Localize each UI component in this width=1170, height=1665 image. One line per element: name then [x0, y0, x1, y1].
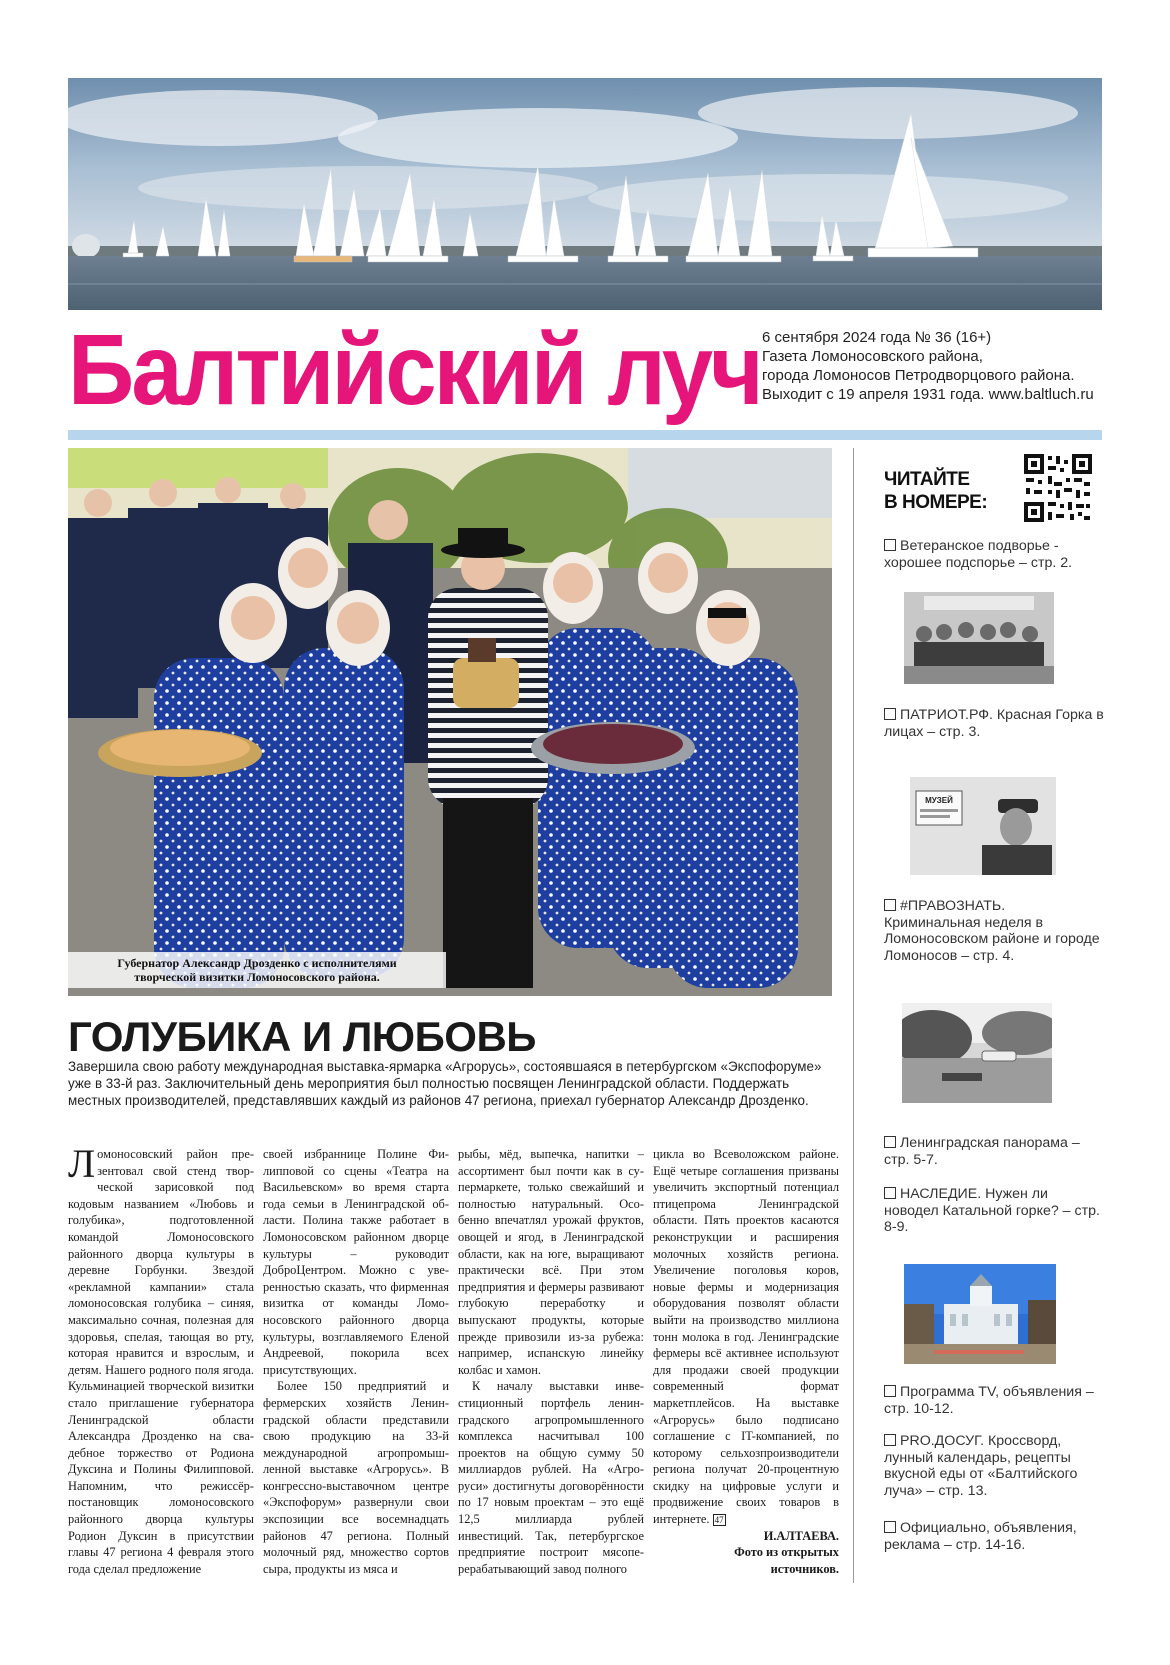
caption-line: Губернатор Александр Дрозденко с исполнителями — [117, 956, 397, 970]
toc-item-6[interactable] — [884, 1384, 1104, 1417]
caption-line: творческой визитки Ломоносовского района. — [134, 970, 380, 984]
toc-item-7[interactable] — [884, 1433, 1104, 1499]
checkbox-icon — [884, 899, 896, 911]
paragraph-text: цикла во Всеволожском районе. Ещё четыре соглашения призваны увеличить экспортный потенциал птицепрома Ленинградской области. Пять проектов касаются реконструкции и расширения молочных хозяйств региона. Увеличение поголовья коров, новые фермы и модернизация оборудования позволят области выйти на производство миллиона тонн молока в год. Ленинградские фермеры всё активнее используют для продажи своей продукции современный формат маркетплейсов. На выставке «Агрорусь» было подписано соглашение с IT-компанией, по которому сельхозпроизводители региона получат 20-процентную скидку на цифровые услуги и продвижение своих товаров в интернете. — [653, 1147, 839, 1527]
photo-credit: источников. — [770, 1561, 839, 1576]
toc-thumbnail-veterans — [904, 592, 1054, 684]
city-line: города Ломоносов Петродворцового района. — [762, 367, 1075, 384]
photo-credit: Фото из открытых — [734, 1545, 839, 1560]
toc-thumbnail-heritage — [904, 1264, 1056, 1364]
photo-caption — [68, 952, 446, 988]
checkbox-icon — [884, 1136, 896, 1148]
toc-thumbnail-crime — [902, 1003, 1052, 1103]
paragraph — [653, 1146, 839, 1528]
regatta-illustration — [68, 78, 1102, 310]
since-website-line: Выходит с 19 апреля 1931 года. www.baltluch.ru — [762, 386, 1094, 403]
toc-item-5[interactable] — [884, 1186, 1104, 1236]
toc-item-2[interactable] — [884, 707, 1104, 740]
paragraph-text: омоносовский район презентовал свой стенд творческой зарисовкой под кодовым названием «Любовь и голубика», подготовленной командой Ломоносовского районного дворца культуры в деревне Горбунки. Звездой «рекламной кампании» стала ломоносовская голубика – синяя, максимально сочная, полезная для здоровья, спелая, тающая во рту, которая нравится и взрослым, и детям. Нашего родного поля ягода. Кульминацией творческой визитки стало приглашение губернатора Ленинградской области Александра Дрозденко на свадебное торжество от Родиона Дуксина и Полины Филипповой. Напомним, что режиссёр-постановщик ломоносовского районного дворца культуры Родион Дуксин в присутствии главы 47 региона 4 февраля этого года сделал предложение — [68, 1147, 254, 1576]
sidebar-divider — [853, 448, 854, 1583]
toc-item-4[interactable] — [884, 1135, 1104, 1168]
toc-item-text: ПАТРИОТ.РФ. Красная Горка в лицах – стр. 3. — [884, 707, 1104, 740]
paragraph: Более 150 предприятий и фермерских хозяйств Ленинградской области представили свою продукцию на 33-й международной агропромышленной выставке «Агрорусь». В конгрессно-выставочном центре «Экспофорум» развернули свои экспозиции все восемнадцать районов 47 региона. Полный молочный ряд, множество сортов сыра, продукты из мяса и — [263, 1379, 449, 1576]
checkbox-icon — [884, 1187, 896, 1199]
toc-item-text: PRO.ДОСУГ. Кроссворд, лунный календарь, рецепты вкусной еды от «Балтийского луча» – стр. 13. — [884, 1433, 1078, 1499]
toc-item-3[interactable] — [884, 898, 1104, 964]
article-column-3 — [458, 1146, 644, 1577]
checkbox-icon — [884, 1521, 896, 1533]
museum-photo-graphic — [910, 777, 1056, 875]
checkbox-icon — [884, 539, 896, 551]
checkbox-icon — [884, 708, 896, 720]
region-box: 47 — [714, 1515, 724, 1526]
museum-sign-text: МУЗЕЙ — [925, 796, 953, 805]
palace-photo-graphic — [904, 1264, 1056, 1364]
toc-item-text: Ленинградская панорама – стр. 5-7. — [884, 1135, 1080, 1168]
paragraph — [68, 1141, 254, 1577]
toc-item-1[interactable] — [884, 538, 1104, 571]
publisher-line: Газета Ломоносовского района, — [762, 348, 983, 365]
toc-item-8[interactable] — [884, 1520, 1104, 1553]
paragraph: своей избраннице Полине Филипповой со сцены «Театра на Васильевском» во время старта года семьи в Ленинградской области. Полина также работает в Ломоносовском районном дворце культуры – руководит ДоброЦентром. Можно с уверенностью сказать, что фирменная визитка от команды Ломоносовского районного дворца культуры, возглавляемого Еленой Андреевой, покорила всех присутствующих. — [263, 1147, 449, 1377]
sidebar-heading-line: В НОМЕРЕ: — [884, 492, 988, 513]
banner-photo-regatta — [68, 78, 1102, 310]
article-column-1 — [68, 1141, 254, 1577]
toc-thumbnail-patriot — [910, 777, 1056, 875]
article-lead: Завершила свою работу международная выставка-ярмарка «Агрорусь», состоявшаяся в петербургском «Экспофоруме» уже в 33-й раз. Заключительный день мероприятия был полностью посвящен Ленинградской области. Поддержать местных производителей, представлявших каждый из районов 47 региона, приехал губернатор Александр Дрозденко. — [68, 1059, 822, 1108]
qr-code-icon[interactable] — [1024, 454, 1092, 522]
drop-cap: Л — [68, 1141, 96, 1186]
newspaper-title: Балтийский луч — [68, 314, 761, 426]
publication-info — [762, 328, 1162, 404]
exhibition-illustration — [68, 448, 832, 996]
issue-date: 6 сентября 2024 года № 36 (16+) — [762, 329, 992, 346]
toc-item-text: #ПРАВОЗНАТЬ. Криминальная неделя в Ломоносовском районе и городе Ломоносов – стр. 4. — [884, 898, 1100, 964]
article-column-2 — [263, 1146, 449, 1577]
toc-item-text: НАСЛЕДИЕ. Нужен ли новодел Катальной горке? – стр. 8-9. — [884, 1186, 1100, 1235]
road-photo-graphic — [902, 1003, 1052, 1103]
author-signature: И.АЛТАЕВА. — [763, 1528, 839, 1543]
paragraph: рыбы, мёд, выпечка, напитки – ассортимент был почти как в супермаркете, только свежайший и полностью натуральный. Особенно впечатлял урожай фруктов, овощей и ягод, в Ленинградской области, как на юге, выращивают практически всё. При этом предприятия и фермеры развивают глубокую переработку и выпускают продукты, которые прежде привозили из-за рубежа: например, испанскую линейку колбас и хамон. — [458, 1147, 644, 1377]
checkbox-icon — [884, 1385, 896, 1397]
toc-item-text: Программа TV, объявления – стр. 10-12. — [884, 1384, 1094, 1417]
article-column-4 — [653, 1146, 839, 1577]
toc-item-text: Официально, объявления, реклама – стр. 14-16. — [884, 1520, 1077, 1553]
toc-item-text: Ветеранское подворье - хорошее подспорье – стр. 2. — [884, 538, 1073, 571]
qr-code-graphic — [1024, 454, 1092, 522]
paragraph: К началу выставки инвестиционный портфель ленинградского агропромышленного комплекса насчитывал 100 проектов на общую сумму 50 миллиардов рублей. На «Агроруси» достигнуты договорённости по 17 новым проектам – это ещё 12,5 миллиарда рублей инвестиций. Так, петербургское предприятие построит мясоперерабатывающий завод полного — [458, 1379, 644, 1576]
sidebar-heading — [884, 468, 987, 514]
checkbox-icon — [884, 1434, 896, 1446]
article-headline: ГОЛУБИКА И ЛЮБОВЬ — [68, 1013, 536, 1060]
masthead-divider-bar — [68, 430, 1102, 440]
main-photo-exhibition — [68, 448, 832, 996]
veterans-photo-graphic — [904, 592, 1054, 684]
sidebar-heading-line: ЧИТАЙТЕ — [884, 469, 970, 490]
